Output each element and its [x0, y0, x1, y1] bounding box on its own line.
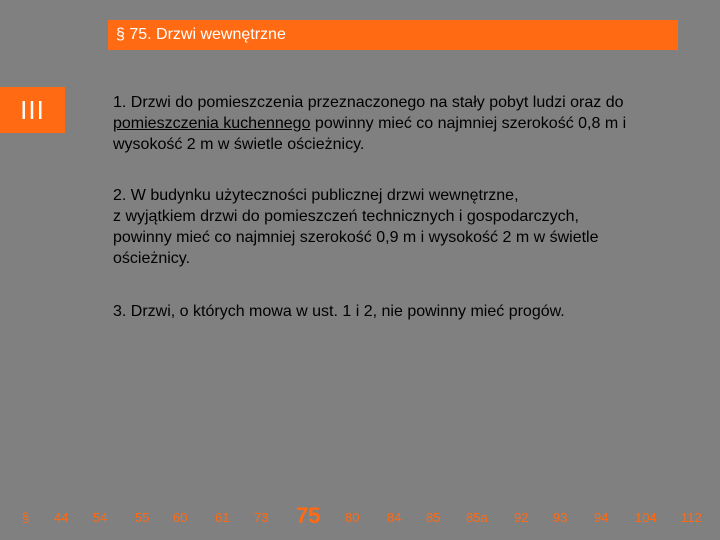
nav-link-55[interactable]: 55 — [135, 510, 150, 525]
section-label: III — [20, 95, 45, 125]
paragraph-3: 3. Drzwi, o których mowa w ust. 1 i 2, nie powinny mieć progów. — [113, 303, 565, 320]
paragraph-2-line-2: z wyjątkiem drzwi do pomieszczeń technicznych i gospodarczych, — [113, 208, 579, 225]
nav-link-94[interactable]: 94 — [594, 510, 609, 525]
paragraph-2 — [113, 185, 683, 269]
nav-link-44[interactable]: 44 — [54, 510, 69, 525]
section-badge — [0, 87, 65, 133]
nav-link-85a[interactable]: 85a — [466, 510, 488, 525]
title-bar — [108, 20, 678, 50]
kitchen-room-link[interactable]: pomieszczenia kuchennego — [113, 115, 311, 132]
nav-link-92[interactable]: 92 — [514, 510, 529, 525]
paragraph-1-text-end: powinny mieć co najmniej szerokość 0,8 m i wysokość 2 m w świetle ościeżnicy. — [113, 115, 627, 153]
page-title: § 75. Drzwi wewnętrzne — [116, 26, 286, 43]
nav-link-112[interactable]: 112 — [681, 510, 702, 525]
paragraph-2-line-4: ościeżnicy. — [113, 250, 191, 267]
paragraph-1 — [113, 92, 683, 155]
nav-link-54[interactable]: 54 — [93, 510, 108, 525]
nav-link-80[interactable]: 80 — [345, 510, 360, 525]
nav-link-75-current[interactable]: 75 — [296, 503, 321, 528]
nav-link-61[interactable]: 61 — [215, 510, 230, 525]
nav-link-84[interactable]: 84 — [387, 510, 402, 525]
paragraph-2-line-3: powinny mieć co najmniej szerokość 0,9 m i wysokość 2 m w świetle — [113, 229, 599, 246]
nav-link-93[interactable]: 93 — [553, 510, 568, 525]
nav-link-85[interactable]: 85 — [426, 510, 441, 525]
paragraph-2-line-1: 2. W budynku użyteczności publicznej drzwi wewnętrzne, — [113, 187, 519, 204]
nav-link-73[interactable]: 73 — [254, 510, 269, 525]
nav-link-60[interactable]: 60 — [173, 510, 188, 525]
nav-link-section-symbol[interactable]: § — [22, 510, 30, 525]
nav-link-104[interactable]: 104 — [635, 510, 657, 525]
paragraph-1-text-start: 1. Drzwi do pomieszczenia przeznaczonego na stały pobyt ludzi oraz do — [113, 94, 624, 111]
